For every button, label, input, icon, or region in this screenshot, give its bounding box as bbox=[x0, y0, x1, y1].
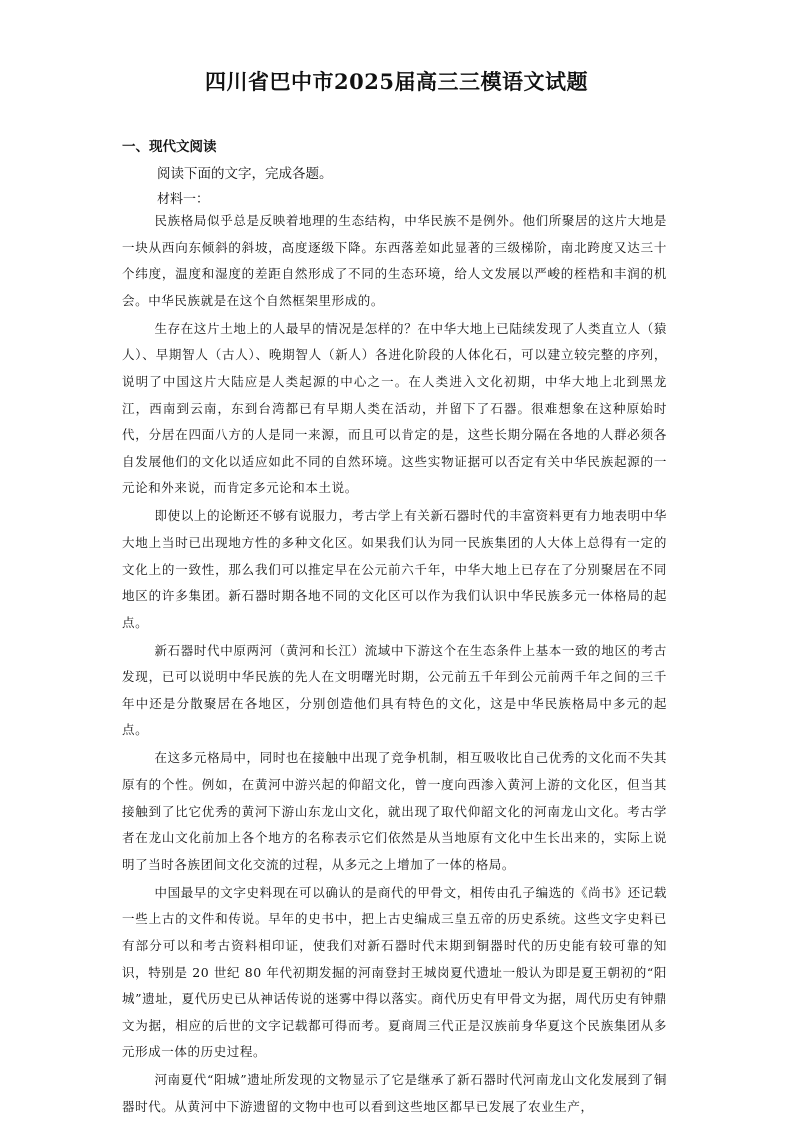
passage-body bbox=[122, 208, 667, 1122]
section-heading: 一、现代文阅读 bbox=[122, 139, 217, 155]
paragraph: 即使以上的论断还不够有说服力，考古学上有关新石器时代的丰富资料更有力地表明中华大地上当时已出现地方性的多种文化区。如果我们认为同一民族集团的人大体上总得有一定的文化上的一致性，那么我们可以推定早在公元前六千年，中华大地上已存在了分别聚居在不同地区的许多集团。新石器时期各地不同的文化区可以作为我们认识中华民族多元一体格局的起点。 bbox=[122, 508, 667, 630]
paragraph: 在这多元格局中，同时也在接触中出现了竞争机制，相互吸收比自己优秀的文化而不失其原有的个性。例如，在黄河中游兴起的仰韶文化，曾一度向西渗入黄河上游的文化区，但当其接触到了比它优秀的黄河下游山东龙山文化，就出现了取代仰韶文化的河南龙山文化。考古学者在龙山文化前加上各个地方的名称表示它们依然是从当地原有文化中生长出来的，实际上说明了当时各族团间文化交流的过程，从多元之上增加了一体的格局。 bbox=[122, 750, 667, 872]
paragraph: 民族格局似乎总是反映着地理的生态结构，中华民族不是例外。他们所聚居的这片大地是一块从西向东倾斜的斜坡，高度逐级下降。东西落差如此显著的三级梯阶，南北跨度又达三十个纬度，温度和湿度的差距自然形成了不同的生态环境，给人文发展以严峻的桎梏和丰润的机会。中华民族就是在这个自然框架里形成的。 bbox=[122, 213, 667, 308]
document-title: 四川省巴中市2025届高三三模语文试题 bbox=[205, 69, 588, 94]
paragraph: 河南夏代“阳城”遗址所发现的文物显示了它是继承了新石器时代河南龙山文化发展到了铜器时代。从黄河中下游遗留的文物中也可以看到这些地区都早已发展了农业生产， bbox=[122, 1072, 667, 1114]
paragraph: 中国最早的文字史料现在可以确认的是商代的甲骨文，相传由孔子编选的《尚书》还记载一些上古的文件和传说。早年的史书中，把上古史编成三皇五帝的历史系统。这些文字史料已有部分可以和考古资料相印证，使我们对新石器时代末期到铜器时代的历史能有较可靠的知识，特别是 20 世纪 80 年代初期发掘的河南登封王城岗夏代遗址一般认为即是夏王朝初的“阳城”遗址，夏代历史已从神话传说的迷雾中得以落实。商代历史有甲骨文为据，周代历史有钟鼎文为据，相应的后世的文字记载都可得而考。夏商周三代正是汉族前身华夏这个民族集团从多元形成一体的历史过程。 bbox=[122, 884, 667, 1060]
material-label: 材料一： bbox=[157, 192, 210, 207]
reading-instruction: 阅读下面的文字，完成各题。 bbox=[157, 166, 333, 182]
paragraph: 新石器时代中原两河（黄河和长江）流域中下游这个在生态条件上基本一致的地区的考古发现，已可以说明中华民族的先人在文明曙光时期，公元前五千年到公元前两千年之间的三千年中还是分散聚居在各地区，分别创造他们具有特色的文化，这是中华民族格局中多元的起点。 bbox=[122, 642, 667, 738]
paragraph: 生存在这片土地上的人最早的情况是怎样的？在中华大地上已陆续发现了人类直立人（猿人）、早期智人（古人）、晚期智人（新人）各进化阶段的人体化石，可以建立较完整的序列，说明了中国这片大陆应是人类起源的中心之一。在人类进入文化初期，中华大地上北到黑龙江，西南到云南，东到台湾都已有早期人类在活动，并留下了石器。很难想象在这种原始时代，分居在四面八方的人是同一来源，而且可以肯定的是，这些长期分隔在各地的人群必须各自发展他们的文化以适应如此不同的自然环境。这些实物证据可以否定有关中华民族起源的一元论和外来说，而肯定多元论和本土说。 bbox=[122, 320, 667, 496]
